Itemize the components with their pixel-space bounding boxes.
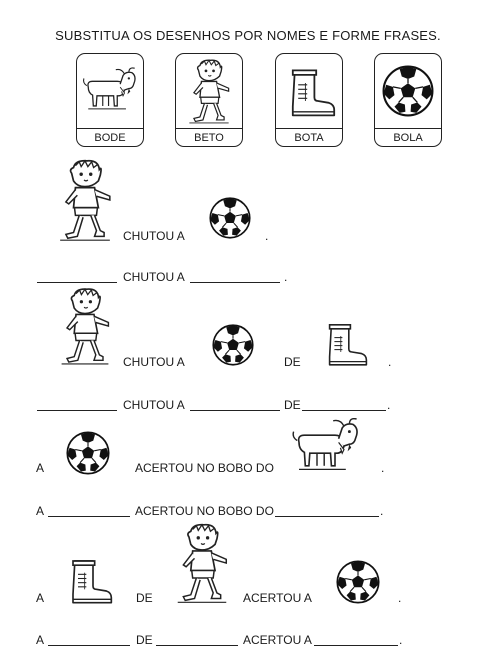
boot-icon: [63, 555, 113, 607]
soccer-ball-icon: [209, 197, 251, 239]
card-label: BOLA: [375, 128, 441, 146]
sentence-text: DE: [136, 633, 153, 647]
answer-blank[interactable]: [48, 516, 130, 517]
card-bola: [374, 53, 442, 147]
sentence-period: .: [399, 633, 403, 647]
answer-blank[interactable]: [156, 645, 238, 646]
page-title: SUBSTITUA OS DESENHOS POR NOMES E FORME FRASES.: [55, 28, 441, 43]
answer-blank[interactable]: [190, 410, 280, 411]
sentence-text: A: [36, 461, 45, 475]
boy-icon: [56, 158, 114, 244]
sentence-text: CHUTOU A: [123, 355, 185, 369]
sentence-period: .: [265, 229, 269, 243]
boy-icon: [176, 54, 242, 128]
boot-icon: [276, 54, 342, 128]
sentence-text: DE: [284, 398, 301, 412]
sentence-text: A: [36, 591, 45, 605]
sentence-text: ACERTOU A: [243, 591, 312, 605]
sentence-period: .: [398, 591, 402, 605]
card-bode: [76, 53, 144, 147]
boy-icon: [174, 522, 230, 606]
sentence-period: .: [388, 355, 392, 369]
card-beto: [175, 53, 243, 147]
card-label: BETO: [176, 128, 242, 146]
answer-blank[interactable]: [190, 282, 280, 283]
answer-blank[interactable]: [314, 645, 398, 646]
sentence-text: CHUTOU A: [123, 270, 185, 284]
soccer-ball-icon: [336, 560, 380, 604]
sentence-text: CHUTOU A: [123, 229, 185, 243]
sentence-text: DE: [284, 355, 301, 369]
sentence-period: .: [387, 398, 391, 412]
sentence-text: ACERTOU A: [243, 633, 312, 647]
goat-icon: [77, 54, 143, 128]
card-bota: [275, 53, 343, 147]
sentence-text: A: [36, 633, 45, 647]
sentence-text: CHUTOU A: [123, 398, 185, 412]
sentence-text: A: [36, 504, 45, 518]
boot-icon: [320, 320, 368, 368]
goat-icon: [290, 418, 362, 474]
soccer-ball-icon: [212, 324, 254, 366]
sentence-period: .: [381, 461, 385, 475]
boy-icon: [58, 286, 112, 368]
card-label: BOTA: [276, 128, 342, 146]
answer-blank[interactable]: [37, 282, 117, 283]
sentence-text: ACERTOU NO BOBO DO: [135, 504, 274, 518]
sentence-text: ACERTOU NO BOBO DO: [135, 461, 274, 475]
answer-blank[interactable]: [37, 410, 117, 411]
answer-blank[interactable]: [48, 645, 130, 646]
answer-blank[interactable]: [302, 410, 386, 411]
sentence-text: DE: [136, 591, 153, 605]
answer-blank[interactable]: [275, 516, 379, 517]
sentence-period: .: [284, 270, 288, 284]
soccer-ball-icon: [66, 431, 110, 475]
card-label: BODE: [77, 128, 143, 146]
soccer-ball-icon: [375, 54, 441, 128]
sentence-period: .: [380, 504, 384, 518]
